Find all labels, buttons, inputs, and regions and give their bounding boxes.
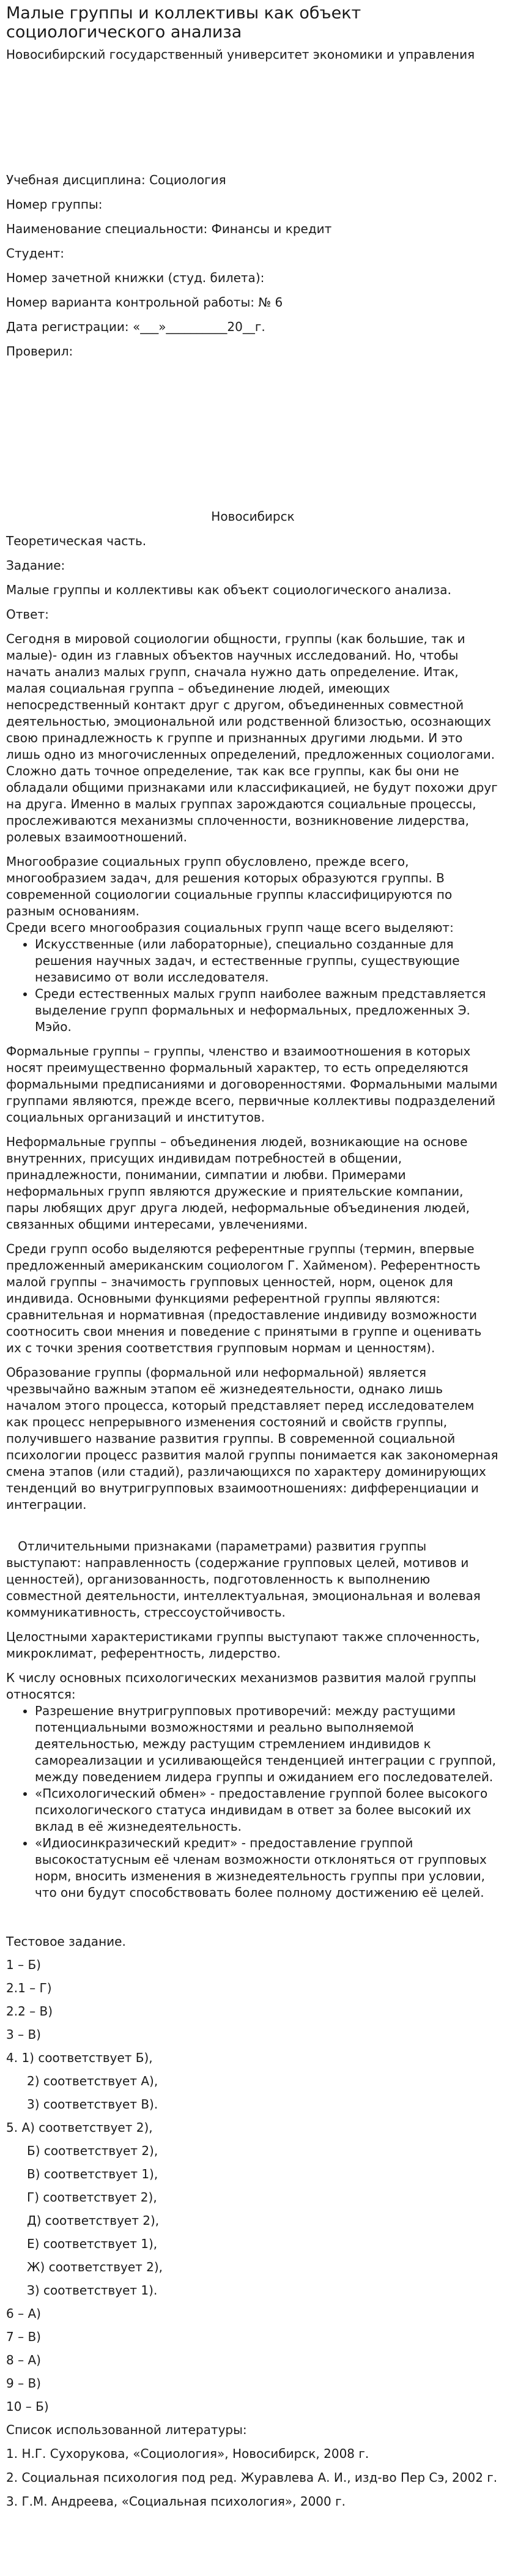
- paragraph-variety-lead: Среди всего многообразия социальных групп чаще всего выделяют:: [6, 920, 454, 935]
- test-answer: 2.2 – В): [6, 2004, 53, 2019]
- group-types-list: [6, 936, 500, 1035]
- test-answer: Б) соответствует 2),: [27, 2143, 158, 2158]
- field-registration-date: Дата регистрации: «___»__________20__г.: [6, 319, 265, 334]
- paragraph-informal-groups: Неформальные группы – объединения людей, возникающие на основе внутренних, присущих индивидам потребностей в общении, принадлежности, понимании, симпатии и любви. Примерами неформальных групп являются дружеские и приятельские компании, пары любящих друг друга людей, неформальные объединения людей, связанных общими интересами, увлечениями.: [6, 1134, 470, 1232]
- test-answer: 6 – А): [6, 2306, 41, 2321]
- list-item: • Разрешение внутригрупповых противоречий: между растущими потенциальными возможностями и реально выполняемой деятельностью, между растущим стремлением индивидов к самореализации и усиливающейся тенденцией интеграции с группой, между поведением лидера группы и ожиданием его последователей.: [35, 1703, 500, 1785]
- literature-item: 3. Г.М. Андреева, «Социальная психология», 2000 г.: [6, 2494, 346, 2509]
- spacer: [6, 1521, 500, 1538]
- field-group-number: Номер группы:: [6, 197, 103, 212]
- test-answer: 4. 1) соответствует Б),: [6, 2050, 153, 2065]
- field-student: Студент:: [6, 246, 65, 261]
- test-answer: З) соответствует 1).: [27, 2283, 158, 2298]
- list-item: • «Психологический обмен» - предоставление группой более высокого психологического статуса индивидам в ответ за более высокий их вклад в её жизнедеятельность.: [35, 1785, 500, 1835]
- field-variant: Номер варианта контрольной работы: № 6: [6, 295, 283, 310]
- paragraph-reference-groups: Среди групп особо выделяются референтные группы (термин, впервые предложенный американским социологом Г. Хайменом). Референтность малой группы – значимость групповых ценностей, норм, оценок для индивида. Основными функциями референтной группы являются: сравнительная и нормативная (предоставление индивиду возможности соотносить свои мнения и поведение с принятыми в группе и оценивать их с точки зрения соответствия групповым нормам и ценностям).: [6, 1241, 482, 1355]
- list-item: • Искусственные (или лабораторные), специально созданные для решения научных задач, и естественные группы, существующие независимо от воли исследователя.: [35, 936, 500, 986]
- field-discipline: Учебная дисциплина: Социология: [6, 173, 226, 187]
- list-item: • Среди естественных малых групп наиболее важным представляется выделение групп формальных и неформальных, предложенных Э. Мэйо.: [35, 986, 500, 1035]
- literature-item: 2. Социальная психология под ред. Журавлева А. И., изд-во Пер Сэ, 2002 г.: [6, 2470, 498, 2485]
- paragraph-definition: Сегодня в мировой социологии общности, группы (как большие, так и малые)- один из главных объектов научных исследований. Но, чтобы начать анализ малых групп, сначала нужно дать определение. Итак, малая социальная группа – объединение людей, имеющих непосредственный контакт друг с другом, объединенных совместной деятельностью, эмоциональной или родственной близостью, осознающих свою принадлежность к группе и признанных другими людьми. И это лишь одно из многочисленных определений, предложенных социологами. Сложно дать точное определение, так как все группы, как бы они не обладали общими признаками или классификацией, не будут похожи друг на друга. Именно в малых группах зарождаются социальные процессы, прослеживаются механизмы сплоченности, возникновение лидерства, ролевых взаимоотношений.: [6, 631, 498, 844]
- paragraph-formal-groups: Формальные группы – группы, членство и взаимоотношения в которых носят преимущественно формальный характер, то есть определяются формальными предписаниями и договоренностями. Формальными малыми группами являются, прежде всего, первичные коллективы подразделений социальных организаций и институтов.: [6, 1044, 498, 1125]
- paragraph-group-development: Образование группы (формальной или неформальной) является чрезвычайно важным этапом её жизнедеятельности, однако лишь началом этого процесса, который представляет перед исследователем как процесс непрерывного изменения состояний и свойств группы, получившего название развития группы. В современной социальной психологии процесс развития малой группы понимается как закономерная смена этапов (или стадий), различающихся по характеру доминирующих тенденций во внутригрупповых взаимоотношениях: дифференциации и интеграции.: [6, 1365, 498, 1512]
- field-checked-by: Проверил:: [6, 344, 73, 359]
- paragraph-mechanisms-lead: К числу основных психологических механизмов развития малой группы относятся:: [6, 1670, 476, 1702]
- task-label: Задание:: [6, 558, 65, 573]
- title-page-fields: [6, 172, 500, 360]
- test-answer: 3) соответствует В).: [27, 2097, 158, 2112]
- test-answer: 2.1 – Г): [6, 1981, 52, 1995]
- task-text: Малые группы и коллективы как объект социологического анализа.: [6, 583, 451, 597]
- test-label: Тестовое задание.: [6, 1934, 126, 1949]
- test-answer: В) соответствует 1),: [27, 2167, 158, 2181]
- test-answer: 8 – А): [6, 2353, 41, 2367]
- test-answer: Г) соответствует 2),: [27, 2190, 157, 2205]
- test-answer: Ж) соответствует 2),: [27, 2260, 163, 2274]
- literature-item: 1. Н.Г. Сухорукова, «Социология», Новосибирск, 2008 г.: [6, 2446, 369, 2461]
- test-answer: Е) соответствует 1),: [27, 2236, 158, 2251]
- test-answers: [6, 1957, 500, 2415]
- paragraph-holistic-features: Целостными характеристиками группы выступают также сплоченность, микроклимат, референтность, лидерство.: [6, 1629, 480, 1661]
- field-record-book: Номер зачетной книжки (студ. билета):: [6, 270, 265, 285]
- document-title: Малые группы и коллективы как объект социологического анализа: [6, 4, 361, 42]
- field-specialty: Наименование специальности: Финансы и кредит: [6, 221, 332, 236]
- test-answer: 7 – В): [6, 2329, 41, 2344]
- spacer: [6, 1909, 500, 1934]
- test-answer: 2) соответствует А),: [27, 2074, 158, 2088]
- test-answer: Д) соответствует 2),: [27, 2213, 160, 2228]
- city-name: Новосибирск: [211, 509, 295, 524]
- list-item: • «Идиосинкразический кредит» - предоставление группой высокостатусным её членам возможности отклоняться от групповых норм, вносить изменения в жизнедеятельность группы при условии, что они будут способствовать более полному достижению её целей.: [35, 1835, 500, 1901]
- test-answer: 3 – В): [6, 2027, 41, 2042]
- test-answer: 10 – Б): [6, 2399, 49, 2414]
- test-answer: 9 – В): [6, 2376, 41, 2391]
- test-answer: 1 – Б): [6, 1957, 41, 1972]
- test-answer: 5. А) соответствует 2),: [6, 2120, 153, 2135]
- theory-label: Теоретическая часть.: [6, 534, 147, 548]
- university-name: Новосибирский государственный университет экономики и управления: [6, 47, 475, 62]
- mechanisms-list: [6, 1703, 500, 1901]
- paragraph-development-features: Отличительными признаками (параметрами) развития группы выступают: направленность (содержание групповых целей, мотивов и ценностей), организованность, подготовленность к выполнению совместной деятельности, интеллектуальная, эмоциональная и волевая коммуникативность, стрессоустойчивость.: [6, 1539, 485, 1620]
- literature-label: Список использованной литературы:: [6, 2422, 247, 2437]
- answer-label: Ответ:: [6, 607, 49, 622]
- paragraph-variety: Многообразие социальных групп обусловлено, прежде всего, многообразием задач, для решения которых образуются группы. В современной социологии социальные группы классифицируются по разным основаниям.: [6, 854, 453, 918]
